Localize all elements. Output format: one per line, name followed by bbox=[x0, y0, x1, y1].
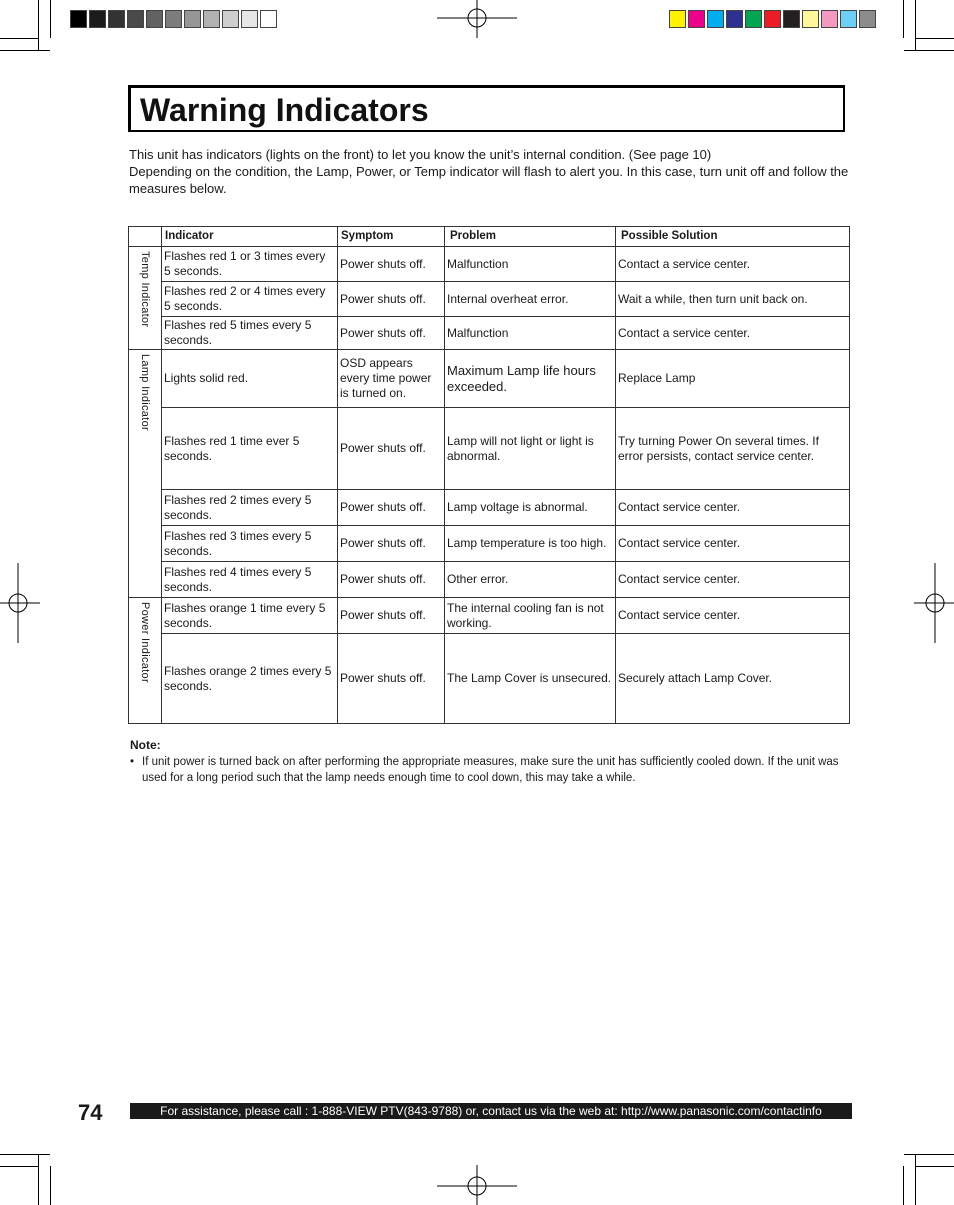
intro-line-1: This unit has indicators (lights on the front) to let you know the unit’s internal condition. (See page 10) bbox=[129, 147, 712, 162]
table-row bbox=[129, 634, 850, 724]
color-swatch-2 bbox=[707, 10, 724, 28]
gray-swatch-7 bbox=[203, 10, 220, 28]
page-number: 74 bbox=[78, 1100, 103, 1125]
note-body bbox=[130, 754, 856, 786]
header-solution: Possible Solution bbox=[616, 227, 850, 247]
cell-symptom: Power shuts off. bbox=[338, 634, 445, 724]
table-row bbox=[129, 247, 850, 282]
cell-indicator: Flashes red 4 times every 5 seconds. bbox=[162, 562, 338, 598]
footer-assistance-bar: For assistance, please call : 1-888-VIEW PTV(843-9788) or, contact us via the web at: http://www.panasonic.com/contactinfo bbox=[130, 1103, 852, 1119]
gray-swatch-1 bbox=[89, 10, 106, 28]
gray-swatch-3 bbox=[127, 10, 144, 28]
color-swatch-4 bbox=[745, 10, 762, 28]
cell-solution: Contact service center. bbox=[616, 490, 850, 526]
table-row bbox=[129, 282, 850, 317]
cell-indicator: Flashes red 2 times every 5 seconds. bbox=[162, 490, 338, 526]
gray-swatch-9 bbox=[241, 10, 258, 28]
gray-swatch-4 bbox=[146, 10, 163, 28]
cell-solution: Contact service center. bbox=[616, 562, 850, 598]
color-swatch-5 bbox=[764, 10, 781, 28]
color-swatch-0 bbox=[669, 10, 686, 28]
cell-symptom: Power shuts off. bbox=[338, 247, 445, 282]
cell-problem: Maximum Lamp life hours exceeded. bbox=[445, 350, 616, 408]
cell-solution: Contact a service center. bbox=[616, 317, 850, 350]
table-header-row bbox=[129, 227, 850, 247]
cell-problem: The Lamp Cover is unsecured. bbox=[445, 634, 616, 724]
cell-solution: Contact service center. bbox=[616, 598, 850, 634]
cell-symptom: OSD appears every time power is turned on. bbox=[338, 350, 445, 408]
cell-symptom: Power shuts off. bbox=[338, 317, 445, 350]
cell-symptom: Power shuts off. bbox=[338, 408, 445, 490]
cell-solution: Contact a service center. bbox=[616, 247, 850, 282]
cell-problem: Lamp will not light or light is abnormal. bbox=[445, 408, 616, 490]
group-label-cell bbox=[129, 598, 162, 724]
group-label-temp: Temp Indicator bbox=[139, 251, 151, 328]
note-title: Note: bbox=[130, 738, 161, 752]
cell-indicator: Flashes red 2 or 4 times every 5 seconds. bbox=[162, 282, 338, 317]
cell-indicator: Flashes red 5 times every 5 seconds. bbox=[162, 317, 338, 350]
cell-problem: Malfunction bbox=[445, 247, 616, 282]
cell-indicator: Flashes red 3 times every 5 seconds. bbox=[162, 526, 338, 562]
gray-swatch-5 bbox=[165, 10, 182, 28]
group-label-power: Power Indicator bbox=[139, 602, 151, 683]
page-title: Warning Indicators bbox=[140, 92, 429, 128]
header-symptom: Symptom bbox=[338, 227, 445, 247]
note-bullet: • bbox=[130, 756, 135, 768]
cell-symptom: Power shuts off. bbox=[338, 562, 445, 598]
cell-symptom: Power shuts off. bbox=[338, 490, 445, 526]
registration-mark-left bbox=[0, 563, 40, 643]
table-row bbox=[129, 490, 850, 526]
color-swatch-7 bbox=[802, 10, 819, 28]
cell-solution: Contact service center. bbox=[616, 526, 850, 562]
table-row bbox=[129, 526, 850, 562]
table-row bbox=[129, 598, 850, 634]
registration-mark-right bbox=[914, 563, 954, 643]
color-swatch-10 bbox=[859, 10, 876, 28]
page-title-box bbox=[128, 85, 845, 132]
cell-symptom: Power shuts off. bbox=[338, 526, 445, 562]
table-row bbox=[129, 317, 850, 350]
cell-problem: The internal cooling fan is not working. bbox=[445, 598, 616, 634]
cell-problem: Lamp temperature is too high. bbox=[445, 526, 616, 562]
table-row bbox=[129, 350, 850, 408]
cell-symptom: Power shuts off. bbox=[338, 282, 445, 317]
table-row bbox=[129, 562, 850, 598]
group-label-cell bbox=[129, 247, 162, 350]
cell-indicator: Flashes red 1 time ever 5 seconds. bbox=[162, 408, 338, 490]
cell-indicator: Flashes orange 2 times every 5 seconds. bbox=[162, 634, 338, 724]
cell-indicator: Flashes red 1 or 3 times every 5 seconds. bbox=[162, 247, 338, 282]
color-swatch-8 bbox=[821, 10, 838, 28]
table-row bbox=[129, 408, 850, 490]
registration-mark-bottom bbox=[437, 1165, 517, 1205]
gray-swatch-8 bbox=[222, 10, 239, 28]
cell-indicator: Flashes orange 1 time every 5 seconds. bbox=[162, 598, 338, 634]
color-swatch-1 bbox=[688, 10, 705, 28]
cell-problem: Lamp voltage is abnormal. bbox=[445, 490, 616, 526]
header-problem: Problem bbox=[445, 227, 616, 247]
cell-solution: Wait a while, then turn unit back on. bbox=[616, 282, 850, 317]
header-indicator: Indicator bbox=[162, 227, 338, 247]
header-blank bbox=[129, 227, 162, 247]
intro-line-2: Depending on the condition, the Lamp, Power, or Temp indicator will flash to alert you. In this case, turn unit off and follow the measures below. bbox=[129, 164, 849, 196]
registration-mark-top bbox=[437, 0, 517, 40]
gray-swatch-0 bbox=[70, 10, 87, 28]
color-swatch-3 bbox=[726, 10, 743, 28]
warning-indicators-table bbox=[128, 226, 850, 724]
cell-problem: Other error. bbox=[445, 562, 616, 598]
group-label-lamp: Lamp Indicator bbox=[139, 354, 151, 431]
cell-indicator: Lights solid red. bbox=[162, 350, 338, 408]
gray-swatch-10 bbox=[260, 10, 277, 28]
gray-swatch-2 bbox=[108, 10, 125, 28]
note-text: If unit power is turned back on after performing the appropriate measures, make sure the unit has sufficiently cooled down. If the unit was used for a long period such that the lamp needs enough time to cool down, this may take a while. bbox=[142, 756, 839, 784]
color-swatch-9 bbox=[840, 10, 857, 28]
cell-solution: Replace Lamp bbox=[616, 350, 850, 408]
gray-swatch-6 bbox=[184, 10, 201, 28]
process-color-bar bbox=[669, 10, 878, 28]
cell-solution: Securely attach Lamp Cover. bbox=[616, 634, 850, 724]
cell-symptom: Power shuts off. bbox=[338, 598, 445, 634]
group-label-cell bbox=[129, 350, 162, 598]
color-swatch-6 bbox=[783, 10, 800, 28]
grayscale-color-bar bbox=[70, 10, 279, 28]
cell-problem: Malfunction bbox=[445, 317, 616, 350]
intro-paragraph bbox=[129, 146, 849, 197]
cell-problem: Internal overheat error. bbox=[445, 282, 616, 317]
cell-solution: Try turning Power On several times. If error persists, contact service center. bbox=[616, 408, 850, 490]
